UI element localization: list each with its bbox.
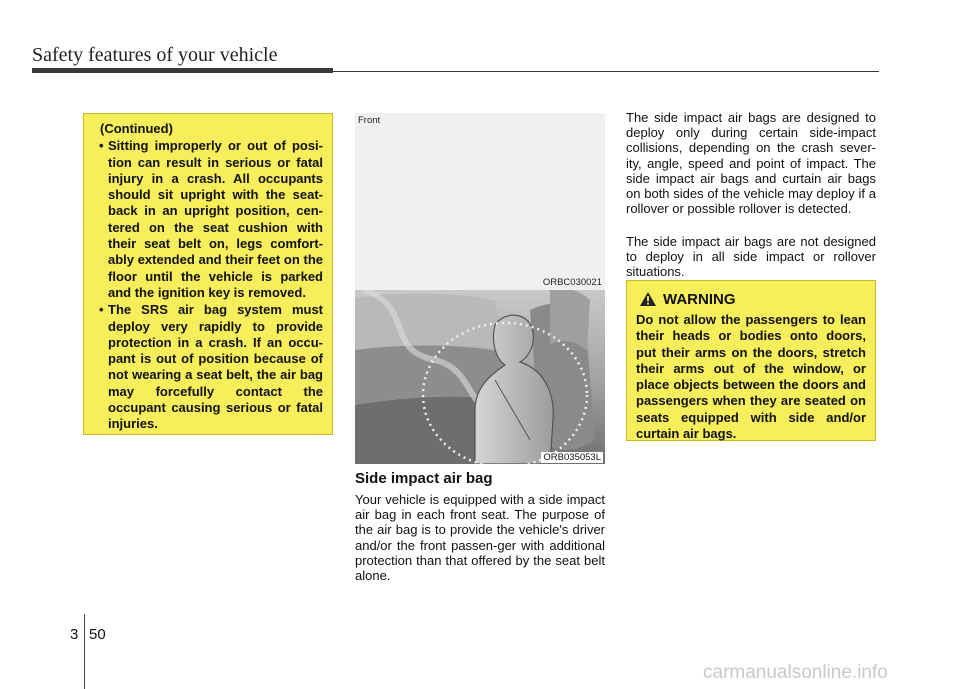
body-paragraph: The side impact air bags are not designed to deploy in all side impact or rollover situations.: [626, 234, 876, 280]
figure-code: ORB035053L: [543, 452, 601, 463]
body-paragraph: Your vehicle is equipped with a side impact air bag in each front seat. The purpose of the air bag is to provide the vehicle's driver and/or the front passen-ger with additional protection than that offered by the seat belt alone.: [355, 492, 605, 584]
caution-item: • The SRS air bag system must deploy very rapidly to provide protection in a crash. If an occu-pant is out of position because of not wearing a seat belt, the air bag may forcefully contact the occupant causing serious or fatal injuries.: [94, 302, 323, 432]
warning-title: WARNING: [663, 290, 736, 308]
figure-front-view: [355, 113, 605, 290]
figure-side-airbag-illustration: [355, 290, 605, 464]
page-number: 50: [89, 626, 106, 643]
header-rule-thin: [333, 71, 879, 72]
section-heading: Side impact air bag: [355, 470, 493, 487]
header-rule-thick: [32, 68, 333, 73]
warning-text: Do not allow the passengers to lean their heads or bodies onto doors, put their arms on the doors, stretch their arms out of the window, or place objects between the doors and passengers when they are seated on seats equipped with side and/or curtain air bags.: [636, 312, 866, 442]
caution-list: [94, 138, 323, 432]
caution-item: • Sitting improperly or out of posi-tion can result in serious or fatal injury in a crash. All occupants should sit upright with the seat-back in an upright position, cen-tered on the seat cushion with their seat belt on, legs comfort-ably extended and their feet on the floor until the vehicle is parked and the ignition key is removed.: [94, 138, 323, 301]
caution-continued-box: [83, 113, 333, 435]
watermark: carmanualsonline.info: [703, 662, 888, 683]
front-label: Front: [358, 115, 381, 126]
page-divider: [84, 614, 85, 689]
warning-header: [636, 289, 866, 309]
side-airbag-illustration: [355, 290, 605, 464]
body-paragraph: The side impact air bags are designed to deploy only during certain side-impact collisions, depending on the crash sever-ity, angle, speed and point of impact. The side impact air bags and curtain air bags on both sides of the vehicle may deploy if a rollover or possible rollover is detected.: [626, 110, 876, 217]
warning-triangle-icon: [639, 291, 657, 307]
figure-code: ORBC030021: [542, 277, 602, 288]
chapter-number: 3: [70, 626, 79, 643]
warning-box: [626, 280, 876, 441]
page-header-title: Safety features of your vehicle: [32, 44, 278, 66]
continued-label: (Continued): [100, 121, 173, 136]
